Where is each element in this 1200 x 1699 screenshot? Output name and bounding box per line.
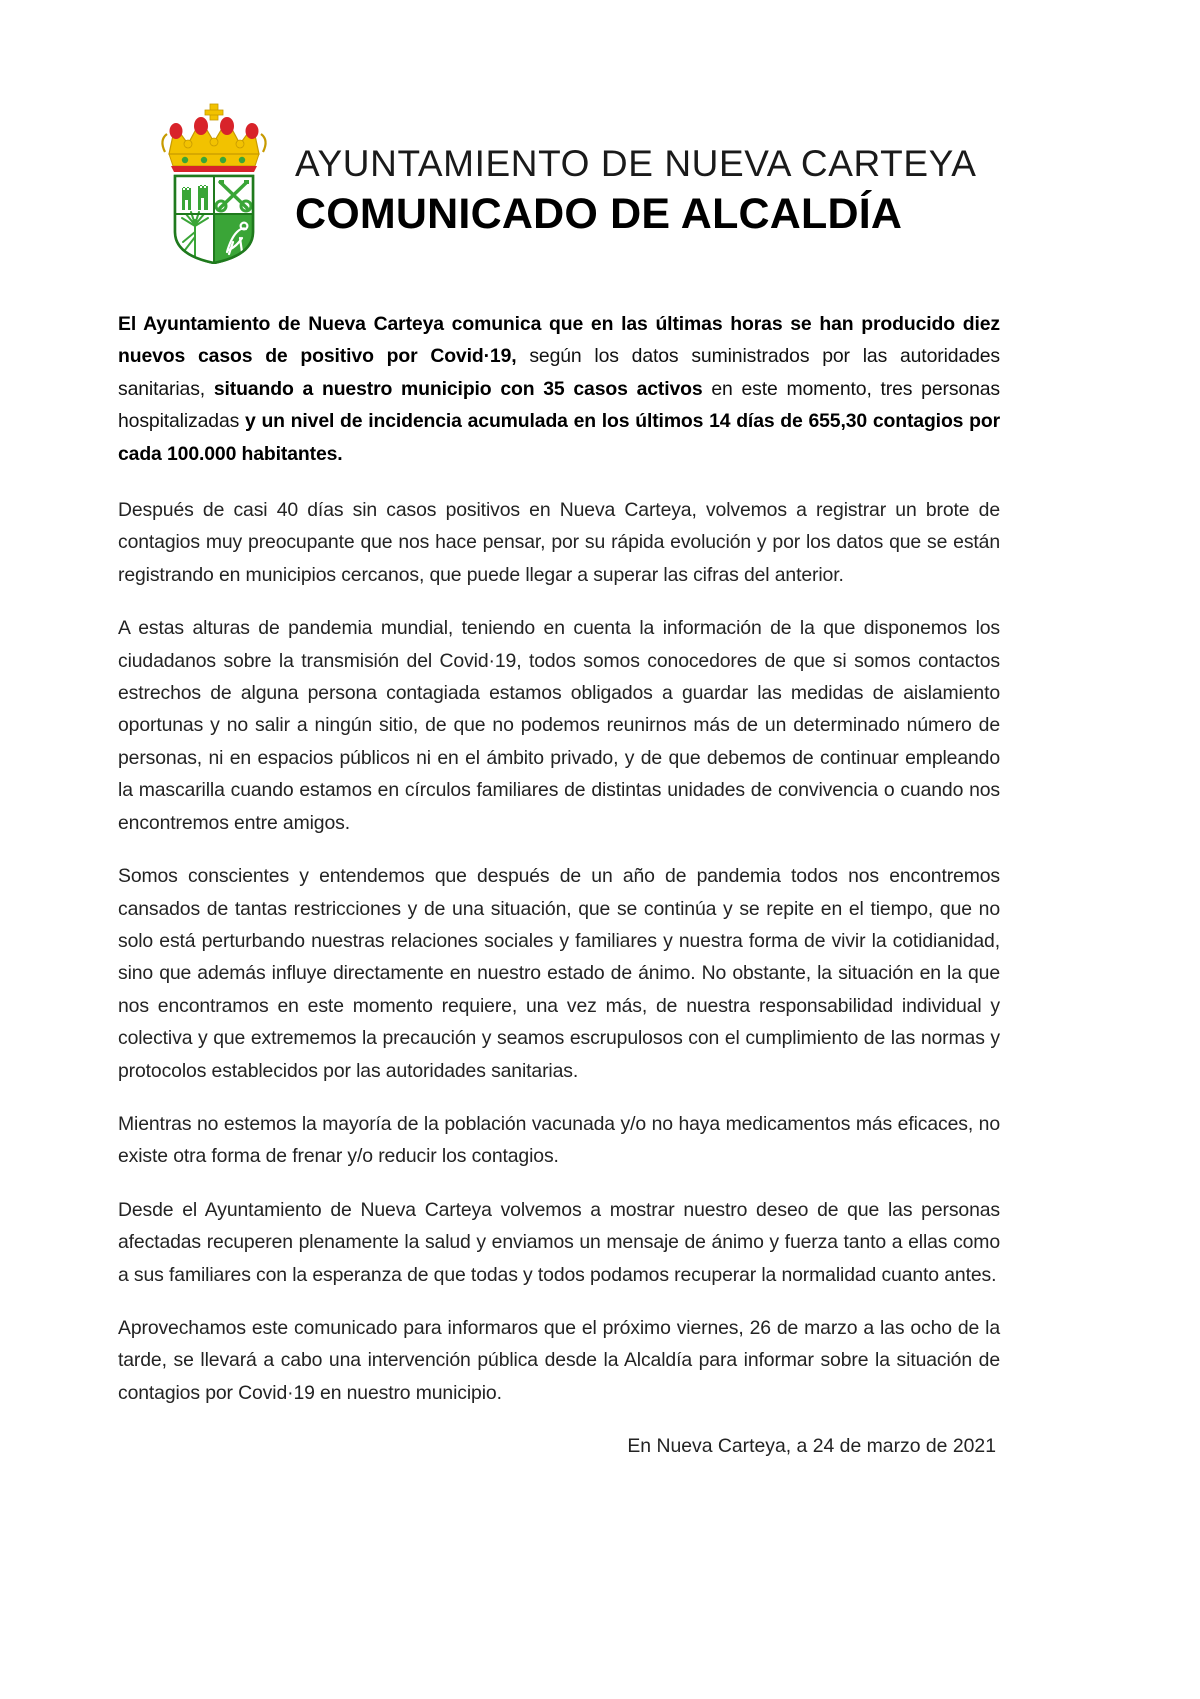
document-header [0,0,1200,264]
nueva-carteya-coat-of-arms-icon [155,92,273,264]
paragraph-vacunacion [118,1108,1000,1173]
signature-line: En Nueva Carteya, a 24 de marzo de 2021 [627,1435,996,1458]
text-run-0: Desde el Ayuntamiento de Nueva Carteya volvemos a mostrar nuestro deseo de que las personas afectadas recuperen plenamente la salud y enviamos un mensaje de ánimo y fuerza tanto a ellas como a sus familiares con la esperanza de que todas y todos podamos recuperar la normalidad cuanto antes. [118,1198,1000,1286]
text-run-1: según los datos suministrados por las autoridades sanitarias, [118,345,1000,400]
emphasis-run-4: y un nivel de incidencia acumulada en los últimos 14 días de 655,30 contagios por cada 100.000 habitantes. [118,410,1000,465]
page-title: COMUNICADO DE ALCALDÍA [295,190,903,239]
emphasis-run-0: El Ayuntamiento de Nueva Carteya comunica que en las últimas horas se han producido diez nuevos casos de positivo por Covid·19, [118,313,1000,368]
text-run-0: Somos conscientes y entendemos que después de un año de pandemia todos nos encontremos cansados de tantas restricciones y de una situación, que se continúa y se repite en el tiempo, que no solo está perturbando nuestras relaciones sociales y familiares y nuestra forma de vivir la cotidianidad, sino que además influye directamente en nuestro estado de ánimo. No obstante, la situación en la que nos encontramos en este momento requiere, una vez más, de nuestra responsabilidad individual y colectiva y que extrememos la precaución y seamos escrupulosos con el cumplimiento de las normas y protocolos establecidos por las autoridades sanitarias. [118,865,1000,1082]
paragraph-brote [118,494,1000,591]
document-body [0,308,1200,1462]
text-run-0: A estas alturas de pandemia mundial, teniendo en cuenta la información de la que disponemos los ciudadanos sobre la transmisión del Covid·19, todos somos conocedores de que si somos contactos estrechos de alguna persona contagiada estamos obligados a guardar las medidas de aislamiento oportunas y no salir a ningún sitio, de que no podemos reunirnos más de un determinado número de personas, ni en espacios públicos ni en el ámbito privado, y de que debemos de continuar empleando la mascarilla cuando estamos en círculos familiares de distintas unidades de convivencia o cuando nos encontremos entre amigos. [118,617,1000,834]
paragraph-deseo [118,1194,1000,1291]
text-run-0: Después de casi 40 días sin casos positivos en Nueva Carteya, volvemos a registrar un brote de contagios muy preocupante que nos hace pensar, por su rápida evolución y por los datos que se están registrando en municipios cercanos, que puede llegar a superar las cifras del anterior. [118,499,1000,586]
emphasis-run-2: situando a nuestro municipio con 35 casos activos [213,377,703,400]
text-run-0: Mientras no estemos la mayoría de la población vacunada y/o no haya medicamentos más eficaces, no existe otra forma de frenar y/o reducir los contagios. [118,1112,1000,1168]
paragraph-pandemia-mundial [118,612,1000,839]
paragraph-intervencion [118,1312,1000,1409]
text-run-0: Aprovechamos este comunicado para informaros que el próximo viernes, 26 de marzo a las ocho de la tarde, se llevará a cabo una intervención pública desde la Alcaldía para informar sobre la situación de contagios por Covid·19 en nuestro municipio. [118,1316,1000,1404]
paragraph-list [118,308,1000,1409]
paragraph-conscientes [118,860,1000,1087]
header-titles [295,118,976,239]
text-run-3: en este momento, tres personas hospitalizadas [118,377,1000,433]
organization-name: AYUNTAMIENTO DE NUEVA CARTEYA [295,142,977,184]
paragraph-lead [118,308,1000,470]
